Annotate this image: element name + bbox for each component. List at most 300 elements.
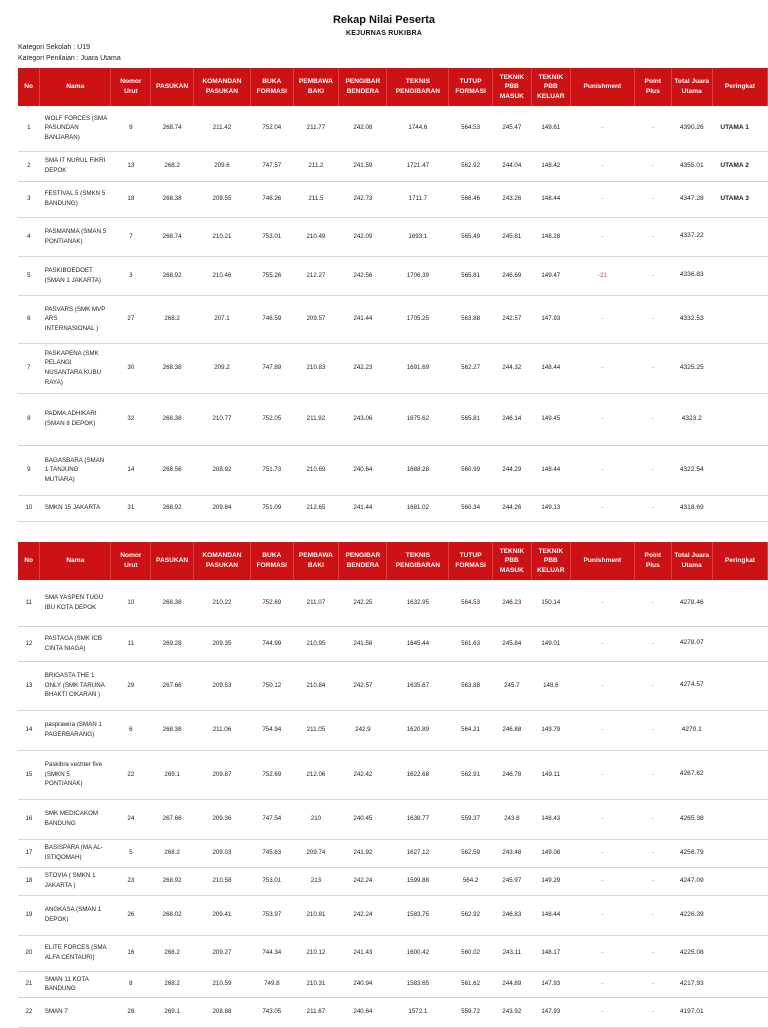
- table-row: [18, 181, 768, 217]
- punishment-value: -: [570, 295, 634, 343]
- nomor-urut: 28: [111, 997, 151, 1027]
- row-number: 5: [18, 256, 40, 295]
- total-score: 4390.26: [671, 106, 712, 151]
- pbb-keluar-score: 149.61: [531, 106, 570, 151]
- pengibar-bendera-score: 242.24: [339, 867, 387, 895]
- punishment-value: -: [570, 393, 634, 445]
- pasukan-score: 269.1: [151, 750, 193, 799]
- teknis-pengibaran-score: 1705.25: [387, 295, 449, 343]
- peringkat-label: [712, 997, 767, 1027]
- punishment-value: -: [570, 839, 634, 867]
- col-pembawa-baki: PEMBAWA BAKI: [293, 542, 339, 580]
- row-number: 2: [18, 151, 40, 181]
- komandan-score: 207.1: [193, 295, 250, 343]
- komandan-score: 210.46: [193, 256, 250, 295]
- teknis-pengibaran-score: 1572.1: [387, 997, 449, 1027]
- team-name: PASTAGA (SMK ICB CINTA NIAGA): [40, 626, 111, 661]
- pbb-keluar-score: 149.08: [531, 839, 570, 867]
- row-number: 14: [18, 710, 40, 750]
- teknis-pengibaran-score: 1645.44: [387, 626, 449, 661]
- col-pasukan: PASUKAN: [151, 68, 193, 106]
- col-komandan-pasukan: KOMANDAN PASUKAN: [193, 542, 250, 580]
- pasukan-score: 268.74: [151, 217, 193, 256]
- pbb-keluar-score: 148.44: [531, 343, 570, 393]
- punishment-value: -: [570, 867, 634, 895]
- buka-formasi-score: 746.59: [251, 295, 293, 343]
- tutup-formasi-score: 565.49: [449, 217, 493, 256]
- pbb-masuk-score: 245.84: [492, 626, 531, 661]
- tutup-formasi-score: 564.53: [449, 106, 493, 151]
- pembawa-baki-score: 211.07: [293, 580, 339, 626]
- buka-formasi-score: 754.94: [251, 710, 293, 750]
- pbb-keluar-score: 149.45: [531, 393, 570, 445]
- punishment-value: -: [570, 971, 634, 997]
- peringkat-label: [712, 750, 767, 799]
- pasukan-score: 268.2: [151, 839, 193, 867]
- pbb-masuk-score: 244.04: [492, 151, 531, 181]
- buka-formasi-score: 746.26: [251, 181, 293, 217]
- table-row: [18, 750, 768, 799]
- pasukan-score: 268.02: [151, 895, 193, 935]
- peringkat-label: [712, 256, 767, 295]
- tutup-formasi-score: 560.34: [449, 495, 493, 521]
- pbb-keluar-score: 149.13: [531, 495, 570, 521]
- total-score: 4270.1: [671, 710, 712, 750]
- total-score: 4274.57: [671, 661, 712, 710]
- row-number: 9: [18, 445, 40, 495]
- pbb-masuk-score: 246.14: [492, 393, 531, 445]
- tutup-formasi-score: 562.91: [449, 750, 493, 799]
- point-plus-value: -: [634, 256, 671, 295]
- row-number: 12: [18, 626, 40, 661]
- total-score: 4323.2: [671, 393, 712, 445]
- pengibar-bendera-score: 242.24: [339, 895, 387, 935]
- total-score: 4226.39: [671, 895, 712, 935]
- col-pasukan: PASUKAN: [151, 542, 193, 580]
- pembawa-baki-score: 211.92: [293, 393, 339, 445]
- pasukan-score: 268.92: [151, 495, 193, 521]
- punishment-value: -: [570, 151, 634, 181]
- col-pengibar-bendera: PENGIBAR BENDERA: [339, 68, 387, 106]
- pbb-keluar-score: 149.47: [531, 256, 570, 295]
- pasukan-score: 268.2: [151, 971, 193, 997]
- total-score: 4347.28: [671, 181, 712, 217]
- teknis-pengibaran-score: 1638.77: [387, 799, 449, 839]
- tutup-formasi-score: 562.27: [449, 343, 493, 393]
- total-score: 4337.22: [671, 217, 712, 256]
- point-plus-value: -: [634, 895, 671, 935]
- total-score: 4267.62: [671, 750, 712, 799]
- pbb-masuk-score: 246.88: [492, 710, 531, 750]
- nomor-urut: 26: [111, 895, 151, 935]
- col-teknis-pengibaran: TEKNIS PENGIBARAN: [387, 542, 449, 580]
- point-plus-value: -: [634, 393, 671, 445]
- komandan-score: 211.06: [193, 710, 250, 750]
- nomor-urut: 6: [111, 710, 151, 750]
- col-tutup-formasi: TUTUP FORMASI: [449, 68, 493, 106]
- row-number: 8: [18, 393, 40, 445]
- pbb-masuk-score: 245.97: [492, 867, 531, 895]
- nomor-urut: 30: [111, 343, 151, 393]
- buka-formasi-score: 755.26: [251, 256, 293, 295]
- tutup-formasi-score: 564.53: [449, 580, 493, 626]
- punishment-value: -: [570, 445, 634, 495]
- teknis-pengibaran-score: 1583.75: [387, 895, 449, 935]
- nomor-urut: 22: [111, 750, 151, 799]
- pbb-masuk-score: 245.47: [492, 106, 531, 151]
- komandan-score: 209.2: [193, 343, 250, 393]
- col-teknik-pbb-masuk: TEKNIK PBB MASUK: [492, 68, 531, 106]
- punishment-value: -: [570, 217, 634, 256]
- point-plus-value: -: [634, 106, 671, 151]
- point-plus-value: -: [634, 799, 671, 839]
- pengibar-bendera-score: 242.42: [339, 750, 387, 799]
- komandan-score: 209.84: [193, 495, 250, 521]
- team-name: STOVIA ( SMKN 1 JAKARTA ): [40, 867, 111, 895]
- peringkat-label: [712, 895, 767, 935]
- buka-formasi-score: 752.69: [251, 580, 293, 626]
- total-score: 4217.93: [671, 971, 712, 997]
- point-plus-value: -: [634, 181, 671, 217]
- col-point-plus: Point Plus: [634, 68, 671, 106]
- nomor-urut: 16: [111, 935, 151, 971]
- pbb-keluar-score: 149.79: [531, 710, 570, 750]
- buka-formasi-score: 751.09: [251, 495, 293, 521]
- pbb-masuk-score: 245.7: [492, 661, 531, 710]
- komandan-score: 209.36: [193, 799, 250, 839]
- col-punishment: Punishment: [570, 68, 634, 106]
- teknis-pengibaran-score: 1711.7: [387, 181, 449, 217]
- table-row: [18, 106, 768, 151]
- peringkat-label: [712, 935, 767, 971]
- pbb-keluar-score: 148.42: [531, 151, 570, 181]
- peringkat-label: UTAMA 2: [712, 151, 767, 181]
- peringkat-label: [712, 799, 767, 839]
- col-punishment: Punishment: [570, 542, 634, 580]
- pembawa-baki-score: 210.84: [293, 661, 339, 710]
- buka-formasi-score: 752.69: [251, 750, 293, 799]
- col-teknis-pengibaran: TEKNIS PENGIBARAN: [387, 68, 449, 106]
- punishment-value: -: [570, 935, 634, 971]
- col-peringkat: Peringkat: [712, 542, 767, 580]
- buka-formasi-score: 747.54: [251, 799, 293, 839]
- row-number: 16: [18, 799, 40, 839]
- pbb-keluar-score: 148.28: [531, 217, 570, 256]
- tutup-formasi-score: 562.59: [449, 839, 493, 867]
- col-pembawa-baki: PEMBAWA BAKI: [293, 68, 339, 106]
- nomor-urut: 3: [111, 256, 151, 295]
- nomor-urut: 8: [111, 971, 151, 997]
- point-plus-value: -: [634, 151, 671, 181]
- teknis-pengibaran-score: 1721.47: [387, 151, 449, 181]
- team-name: SMK MEDICAKOM BANDUNG: [40, 799, 111, 839]
- point-plus-value: -: [634, 495, 671, 521]
- row-number: 21: [18, 971, 40, 997]
- nomor-urut: 18: [111, 181, 151, 217]
- pengibar-bendera-score: 240.64: [339, 997, 387, 1027]
- peringkat-label: [712, 839, 767, 867]
- row-number: 13: [18, 661, 40, 710]
- pembawa-baki-score: 211.2: [293, 151, 339, 181]
- pasukan-score: 269.1: [151, 997, 193, 1027]
- team-name: ANGKASA (SMAN 1 DEPOK): [40, 895, 111, 935]
- punishment-value: -: [570, 495, 634, 521]
- punishment-value: -: [570, 661, 634, 710]
- pembawa-baki-score: 210.81: [293, 895, 339, 935]
- pengibar-bendera-score: 243.06: [339, 393, 387, 445]
- pembawa-baki-score: 210.69: [293, 445, 339, 495]
- buka-formasi-score: 744.99: [251, 626, 293, 661]
- table-row: [18, 895, 768, 935]
- pbb-masuk-score: 246.69: [492, 256, 531, 295]
- pasukan-score: 268.2: [151, 151, 193, 181]
- table-row: [18, 626, 768, 661]
- komandan-score: 209.87: [193, 750, 250, 799]
- col-total-juara-utama: Total Juara Utama: [671, 542, 712, 580]
- buka-formasi-score: 752.04: [251, 106, 293, 151]
- tutup-formasi-score: 564.21: [449, 710, 493, 750]
- pengibar-bendera-score: 242.23: [339, 343, 387, 393]
- peringkat-label: [712, 710, 767, 750]
- punishment-value: -: [570, 895, 634, 935]
- table-row: [18, 256, 768, 295]
- pengibar-bendera-score: 240.94: [339, 971, 387, 997]
- team-name: PASKAPENA (SMK PELANGI NUSANTARA KUBU RAYA): [40, 343, 111, 393]
- tutup-formasi-score: 563.88: [449, 661, 493, 710]
- komandan-score: 210.22: [193, 580, 250, 626]
- team-name: ELITE FORCES (SMA ALFA CENTAURI): [40, 935, 111, 971]
- rekap-table-1: [18, 68, 768, 522]
- row-number: 19: [18, 895, 40, 935]
- teknis-pengibaran-score: 1599.88: [387, 867, 449, 895]
- pbb-masuk-score: 244.32: [492, 343, 531, 393]
- col-teknik-pbb-masuk: TEKNIK PBB MASUK: [492, 542, 531, 580]
- pengibar-bendera-score: 241.58: [339, 626, 387, 661]
- nomor-urut: 31: [111, 495, 151, 521]
- teknis-pengibaran-score: 1627.12: [387, 839, 449, 867]
- pbb-masuk-score: 246.83: [492, 895, 531, 935]
- pengibar-bendera-score: 242.56: [339, 256, 387, 295]
- page-subtitle: KEJURNAS RUKIBRA: [346, 30, 422, 37]
- point-plus-value: -: [634, 750, 671, 799]
- col-tutup-formasi: TUTUP FORMASI: [449, 542, 493, 580]
- pbb-masuk-score: 243.92: [492, 997, 531, 1027]
- pbb-keluar-score: 147.93: [531, 997, 570, 1027]
- buka-formasi-score: 749.8: [251, 971, 293, 997]
- tutup-formasi-score: 566.46: [449, 181, 493, 217]
- buka-formasi-score: 747.57: [251, 151, 293, 181]
- total-score: 4355.01: [671, 151, 712, 181]
- table-row: [18, 935, 768, 971]
- pengibar-bendera-score: 242.25: [339, 580, 387, 626]
- pbb-keluar-score: 150.14: [531, 580, 570, 626]
- point-plus-value: -: [634, 935, 671, 971]
- table-row: [18, 710, 768, 750]
- point-plus-value: -: [634, 626, 671, 661]
- nomor-urut: 7: [111, 217, 151, 256]
- rekap-table-2: [18, 542, 768, 1028]
- pasukan-score: 268.2: [151, 935, 193, 971]
- pasukan-score: 268.38: [151, 393, 193, 445]
- team-name: PADMA ADHIKARI (SMAN 8 DEPOK): [40, 393, 111, 445]
- row-number: 1: [18, 106, 40, 151]
- row-number: 15: [18, 750, 40, 799]
- tutup-formasi-score: 562.92: [449, 895, 493, 935]
- point-plus-value: -: [634, 997, 671, 1027]
- peringkat-label: [712, 343, 767, 393]
- team-name: Paskibra vechter five (SMKN 5 PONTIANAK): [40, 750, 111, 799]
- pbb-masuk-score: 246.23: [492, 580, 531, 626]
- col-buka-formasi: BUKA FORMASI: [251, 68, 293, 106]
- total-score: 4336.83: [671, 256, 712, 295]
- pembawa-baki-score: 209.74: [293, 839, 339, 867]
- col-komandan-pasukan: KOMANDAN PASUKAN: [193, 68, 250, 106]
- col-pengibar-bendera: PENGIBAR BENDERA: [339, 542, 387, 580]
- col-nomor-urut: Nomor Urut: [111, 68, 151, 106]
- peringkat-label: UTAMA 3: [712, 181, 767, 217]
- komandan-score: 209.6: [193, 151, 250, 181]
- komandan-score: 210.58: [193, 867, 250, 895]
- team-name: SMAN 7: [40, 997, 111, 1027]
- komandan-score: 208.55: [193, 181, 250, 217]
- pengibar-bendera-score: 242.09: [339, 217, 387, 256]
- teknis-pengibaran-score: 1583.65: [387, 971, 449, 997]
- tutup-formasi-score: 563.88: [449, 295, 493, 343]
- nomor-urut: 11: [111, 626, 151, 661]
- teknis-pengibaran-score: 1675.62: [387, 393, 449, 445]
- pbb-keluar-score: 148.43: [531, 799, 570, 839]
- punishment-value: -: [570, 710, 634, 750]
- nomor-urut: 24: [111, 799, 151, 839]
- row-number: 3: [18, 181, 40, 217]
- team-name: WOLF FORCES (SMA PASUNDAN BANJARAN): [40, 106, 111, 151]
- buka-formasi-score: 751.73: [251, 445, 293, 495]
- pbb-masuk-score: 244.26: [492, 495, 531, 521]
- teknis-pengibaran-score: 1693.1: [387, 217, 449, 256]
- point-plus-value: -: [634, 217, 671, 256]
- pengibar-bendera-score: 241.44: [339, 495, 387, 521]
- table-row: [18, 343, 768, 393]
- pembawa-baki-score: 212.27: [293, 256, 339, 295]
- team-name: BASISPARA (MA AL-ISTIQOMAH): [40, 839, 111, 867]
- team-name: pasprawira (SMAN 1 PAGERBARANG): [40, 710, 111, 750]
- komandan-score: 210.21: [193, 217, 250, 256]
- col-nama: Nama: [40, 68, 111, 106]
- buka-formasi-score: 744.34: [251, 935, 293, 971]
- pembawa-baki-score: 213: [293, 867, 339, 895]
- tutup-formasi-score: 559.37: [449, 799, 493, 839]
- peringkat-label: UTAMA 1: [712, 106, 767, 151]
- table-row: [18, 580, 768, 626]
- total-score: 4322.54: [671, 445, 712, 495]
- total-score: 4278.46: [671, 580, 712, 626]
- point-plus-value: -: [634, 839, 671, 867]
- pasukan-score: 268.38: [151, 710, 193, 750]
- pengibar-bendera-score: 241.59: [339, 151, 387, 181]
- pembawa-baki-score: 211.05: [293, 710, 339, 750]
- punishment-value: -: [570, 106, 634, 151]
- pbb-masuk-score: 246.78: [492, 750, 531, 799]
- teknis-pengibaran-score: 1681.02: [387, 495, 449, 521]
- tutup-formasi-score: 561.62: [449, 971, 493, 997]
- row-number: 4: [18, 217, 40, 256]
- kategori-sekolah: Kategori Sekolah : U19: [18, 44, 90, 51]
- row-number: 17: [18, 839, 40, 867]
- teknis-pengibaran-score: 1688.28: [387, 445, 449, 495]
- total-score: 4318.69: [671, 495, 712, 521]
- peringkat-label: [712, 971, 767, 997]
- tutup-formasi-score: 565.81: [449, 393, 493, 445]
- point-plus-value: -: [634, 445, 671, 495]
- pembawa-baki-score: 210: [293, 799, 339, 839]
- row-number: 11: [18, 580, 40, 626]
- nomor-urut: 32: [111, 393, 151, 445]
- col-total-juara-utama: Total Juara Utama: [671, 68, 712, 106]
- pbb-masuk-score: 244.29: [492, 445, 531, 495]
- buka-formasi-score: 752.05: [251, 393, 293, 445]
- table-row: [18, 799, 768, 839]
- nomor-urut: 9: [111, 106, 151, 151]
- team-name: PASKIBOEDOET (SMAN 1 JAKARTA): [40, 256, 111, 295]
- pembawa-baki-score: 210.83: [293, 343, 339, 393]
- pengibar-bendera-score: 242.08: [339, 106, 387, 151]
- komandan-score: 209.53: [193, 661, 250, 710]
- punishment-value: -: [570, 997, 634, 1027]
- table-row: [18, 839, 768, 867]
- pasukan-score: 268.74: [151, 106, 193, 151]
- total-score: 4225.08: [671, 935, 712, 971]
- pbb-masuk-score: 243.26: [492, 181, 531, 217]
- kategori-penilaian: Kategori Penilaian : Juara Utama: [18, 55, 121, 62]
- komandan-score: 211.42: [193, 106, 250, 151]
- pbb-keluar-score: 148.44: [531, 895, 570, 935]
- pengibar-bendera-score: 241.43: [339, 935, 387, 971]
- nomor-urut: 5: [111, 839, 151, 867]
- pbb-keluar-score: 149.29: [531, 867, 570, 895]
- punishment-value: -: [570, 181, 634, 217]
- punishment-value: -: [570, 343, 634, 393]
- tutup-formasi-score: 560.02: [449, 935, 493, 971]
- nomor-urut: 29: [111, 661, 151, 710]
- team-name: SMAN 11 KOTA BANDUNG: [40, 971, 111, 997]
- buka-formasi-score: 750.12: [251, 661, 293, 710]
- col-point-plus: Point Plus: [634, 542, 671, 580]
- teknis-pengibaran-score: 1620.89: [387, 710, 449, 750]
- peringkat-label: [712, 626, 767, 661]
- tutup-formasi-score: 562.92: [449, 151, 493, 181]
- pengibar-bendera-score: 240.64: [339, 445, 387, 495]
- peringkat-label: [712, 295, 767, 343]
- pembawa-baki-score: 210.49: [293, 217, 339, 256]
- point-plus-value: -: [634, 343, 671, 393]
- table-row: [18, 295, 768, 343]
- table-header-row: [18, 542, 768, 580]
- komandan-score: 209.27: [193, 935, 250, 971]
- peringkat-label: [712, 661, 767, 710]
- team-name: SMA YASPEN TUGU IBU KOTA DEPOK: [40, 580, 111, 626]
- pbb-keluar-score: 148.44: [531, 445, 570, 495]
- peringkat-label: [712, 580, 767, 626]
- pasukan-score: 268.38: [151, 343, 193, 393]
- pbb-keluar-score: 148.17: [531, 935, 570, 971]
- pasukan-score: 269.28: [151, 626, 193, 661]
- team-name: PASVARS (SMK MVP ARS INTERNASIONAL ): [40, 295, 111, 343]
- col-nomor-urut: Nomor Urut: [111, 542, 151, 580]
- total-score: 4265.38: [671, 799, 712, 839]
- team-name: PASMANMA (SMAN 5 PONTIANAK): [40, 217, 111, 256]
- col-no: No: [18, 542, 40, 580]
- punishment-value: -: [570, 626, 634, 661]
